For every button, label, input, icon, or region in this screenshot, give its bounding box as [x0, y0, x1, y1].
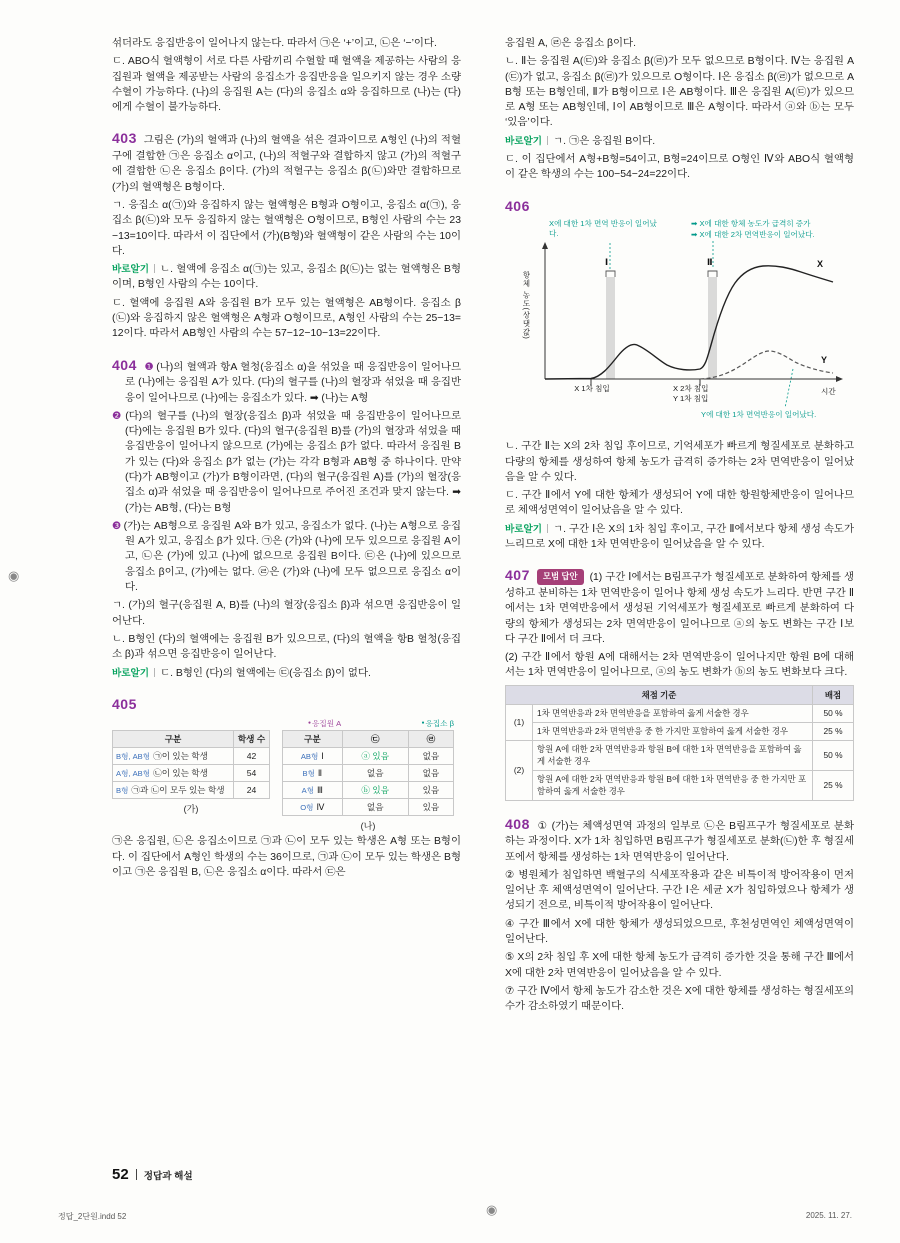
grading-criteria-table — [505, 685, 854, 801]
answer-405 — [112, 694, 461, 880]
answer-406-item-d: ㄷ. 구간 Ⅱ에서 Y에 대한 항체가 생성되어 Y에 대한 항원항체반응이 일어나므로 체액성면역이 일어났음을 알 수 있다. — [505, 490, 854, 517]
spacer — [112, 718, 270, 730]
right-column — [505, 36, 854, 1018]
answer-403-baro — [112, 262, 461, 293]
divider — [154, 264, 155, 273]
answer-405-baro — [505, 134, 854, 149]
tick-x-second-injection: X 2차 침입 — [673, 384, 709, 394]
col-header: 학생 수 — [234, 731, 270, 748]
baro-text: ㄷ. B형인 (다)의 혈액에는 ㉢(응집소 β)이 없다. — [160, 667, 371, 679]
left-column — [112, 36, 461, 1018]
paragraph-continuation: 섞더라도 응집반응이 일어나지 않는다. 따라서 ㉠은 ‘+’이고, ㉡은 ‘−’이다. — [112, 38, 437, 49]
answer-404-step1 — [112, 355, 461, 406]
table-row: A형, AB형 ㉡이 있는 학생 54 — [113, 765, 270, 782]
model-answer-text-1: (1) 구간 Ⅰ에서는 B림프구가 형질세포로 분화하여 항체를 생성하고 분비하는 1차 면역반응이 일어나 항체 생성 속도가 느리다. 반면 구간 Ⅱ에서는 1차 면역반응에서 생성된 기억세포가 형질세포로 빠르게 분화하여 다량의 항체가 생성되는 2차 면역반응이 일어나므로 ⓐ의 농도 변화는 구간 Ⅰ보다 구간 Ⅱ에서 더 크다. — [505, 572, 854, 645]
step-marker-1: ❶ — [143, 361, 155, 373]
grading-header-criteria: 채점 기준 — [506, 685, 813, 704]
table-row: A형 Ⅲ ⓑ 있음 있음 — [283, 782, 454, 799]
annotation-primary-response-y: Y에 대한 1차 면역반응이 일어났다. — [701, 410, 817, 420]
answer-408 — [505, 814, 854, 1015]
answer-406-item-n: ㄴ. 구간 Ⅱ는 X의 2차 침입 후이므로, 기억세포가 빠르게 형질세포로 분화하고 다량의 항체를 생성하여 항체 농도가 급격히 증가하는 2차 면역반응이 일어났음을 알 수 있다. — [505, 441, 854, 483]
answer-405-explanation: ㉠은 응집원, ㉡은 응집소이므로 ㉠과 ㉡이 모두 있는 학생은 A형 또는 B형이다. 이 집단에서 A형인 학생의 수는 36이므로, ㉠과 ㉡이 모두 있는 학생은 B형이고 ㉠은 응집원 B, ㉡은 응집소 α이다. 따라서 ㉢은 — [112, 836, 461, 879]
table-caption-ga: (가) — [183, 804, 199, 815]
answer-number-408: 408 — [505, 815, 530, 832]
series-y-label: Y — [821, 355, 828, 366]
agglutinin-beta-annotation: ● 응집소 β — [421, 718, 454, 729]
answer-405-tables — [112, 718, 461, 832]
table-ga-wrap — [112, 718, 270, 815]
baro-text: ㄱ. 구간 Ⅰ은 X의 1차 침입 후이고, 구간 Ⅱ에서보다 항체 생성 속도가 느리므로 X에 대한 1차 면역반응이 일어났음을 알 수 있다. — [505, 523, 854, 551]
answer-404-item-g: ㄱ. (가)의 혈구(응집원 A, B)를 (나)의 혈장(응집소 β)과 섞으면 응집반응이 일어난다. — [112, 600, 461, 627]
answer-407 — [505, 565, 854, 800]
registration-mark-left: ◉ — [8, 568, 20, 583]
baro-text: ㄱ. ㉠은 응집원 B이다. — [553, 135, 656, 147]
table-ga — [112, 730, 270, 799]
print-file-info: 정답_2단원.indd 52 — [58, 1212, 127, 1221]
series-x-label: X — [817, 259, 824, 270]
baro-text: ㄴ. 혈액에 응집소 α(㉠)는 있고, 응집소 β(㉡)는 없는 혈액형은 B형이며, B형인 사람의 수는 10이다. — [112, 264, 461, 291]
page-number: 52 — [112, 1166, 129, 1183]
table-row: (2) 항원 A에 대한 2차 면역반응과 항원 B에 대한 1차 면역반응을 포함하여 옳게 서술한 경우 50 % — [506, 740, 854, 770]
y-axis-label: 항체 농도(상댓값) — [522, 271, 531, 341]
page-content — [112, 36, 854, 1018]
answer-408-item-4: ④ 구간 Ⅲ에서 X에 대한 항체가 생성되었으므로, 후천성면역인 체액성면역이 일어난다. — [505, 918, 854, 946]
series-y-curve — [700, 351, 833, 379]
interval-II-label: Ⅱ — [707, 257, 713, 268]
bloodtype-annotation: B형, AB형 — [116, 752, 151, 762]
table-na-wrap — [282, 718, 454, 832]
tick-x-first-injection: X 1차 침입 — [574, 384, 610, 394]
paragraph-continuation: 응집원 A, ㉣은 응집소 β이다. — [505, 38, 636, 49]
page-footer — [112, 1166, 193, 1183]
answer-404-item-n: ㄴ. B형인 (다)의 혈액에는 응집원 B가 있으므로, (다)의 혈액을 항B 혈청(응집소 β)과 섞으면 응집반응이 일어난다. — [112, 633, 461, 661]
answer-number-406: 406 — [505, 197, 530, 214]
step-marker-3: ❸ — [112, 520, 122, 532]
divider — [154, 668, 155, 677]
col-header: 구분 — [113, 731, 234, 748]
table-row: O형 Ⅳ 없음 있음 — [283, 799, 454, 816]
step-3-text: (가)는 AB형으로 응집원 A와 B가 있고, 응집소가 없다. (나)는 A형으로 응집원 A가 있고, 응집소 β가 있다. ㉠은 (가)와 (나)에 모두 있으므로 응집원 A이고, ㉡은 (가)에 있고 (나)에 없으므로 응집원 B이다. ㉢은 (나)에 있으므로 응집소 β이고, (가)에는 없다. ㉣은 (가)와 (나)에 모두 없으므로 응집소 α이다. — [123, 520, 461, 594]
table-na-annotations — [282, 718, 454, 730]
table-na — [282, 730, 454, 816]
answer-number-407: 407 — [505, 567, 530, 584]
answer-403-body — [112, 128, 461, 194]
tick-y-first-injection: Y 1차 침입 — [673, 394, 709, 404]
table-row: B형 Ⅱ 없음 없음 — [283, 765, 454, 782]
divider — [547, 524, 548, 533]
series-x-curve — [545, 266, 833, 379]
answer-403-baro-d: ㄷ. 혈액에 응집원 A와 응집원 B가 모두 있는 혈액형은 AB형이다. 응집소 β(㉡)와 응집하지 않은 혈액형은 A형과 O형이므로, A형인 사람의 수는 25−13=12이다. 따라서 AB형인 사람의 수는 57−12−10−13=22이다. — [112, 297, 461, 340]
bloodtype-annotation: A형, AB형 — [116, 769, 151, 779]
registration-mark-bottom: ◉ — [486, 1202, 498, 1217]
immune-response-figure — [505, 219, 850, 433]
annotation-secondary-response-x: ➡ X에 대한 2차 면역반응이 일어났다. — [691, 230, 815, 240]
answer-404 — [112, 355, 461, 681]
answer-408-item-5: ⑤ X의 2차 침입 후 X에 대한 항체 농도가 급격히 증가한 것을 통해 구간 Ⅲ에서 X에 대한 2차 면역반응이 일어났음을 알 수 있다. — [505, 952, 854, 979]
answer-404-baro — [112, 666, 461, 681]
divider — [547, 136, 548, 145]
answer-404-step2 — [112, 409, 461, 516]
col-header: ㉢ — [342, 731, 408, 748]
step-1-text: (나)의 혈액과 항A 혈청(응집소 α)을 섞었을 때 응집반응이 일어나므로 (나)에는 응집원 A가 있다. (다)의 혈구를 (나)의 혈장과 섞었을 때 응집반응이 일어나므로 (나)에는 응집소가 있다. ➡ (나)는 A형 — [125, 361, 461, 404]
print-info-bar — [0, 1211, 900, 1222]
answer-405-item-n: ㄴ. Ⅱ는 응집원 A(㉢)와 응집소 β(㉣)가 모두 없으므로 B형이다. Ⅳ는 응집원 A(㉢)가 없고, 응집소 β(㉣)가 있으므로 O형이다. Ⅰ은 응집소 β(㉣)가 없으므로 AB형 또는 B형인데, Ⅱ가 B형이므로 Ⅰ은 AB형이다. Ⅲ은 응집원 A(㉢)가 있으므로 A형 또는 AB형인데, Ⅰ이 AB형이므로 Ⅲ은 A형이다. 따라서 ⓐ와 ⓑ는 모두 ‘있음’이다. — [505, 56, 854, 129]
print-date: 2025. 11. 27. — [805, 1211, 852, 1220]
answer-404-step3 — [112, 519, 461, 595]
answer-408-item-2: ② 병원체가 침입하면 백혈구의 식세포작용과 같은 비특이적 방어작용이 먼저 일어난 후 체액성면역이 일어난다. 구간 Ⅰ은 세균 X가 침입하였으나 항체가 생성되기 전으로, 비특이적 방어작용이 일어난다. — [505, 869, 854, 912]
divider — [136, 1169, 137, 1180]
table-row: AB형 Ⅰ ⓐ 있음 없음 — [283, 748, 454, 765]
answer-number-404: 404 — [112, 356, 137, 373]
model-answer-badge: 모범 답안 — [537, 569, 584, 584]
baroalgi-badge: 바로알기 — [505, 135, 543, 147]
grading-header-points: 배점 — [813, 685, 854, 704]
agglutinogen-a-annotation: ● 응집원 A — [308, 718, 341, 729]
table-row: B형, AB형 ㉠이 있는 학생 42 — [113, 748, 270, 765]
answer-403-item-g: ㄱ. 응집소 α(㉠)와 응집하지 않는 혈액형은 B형과 O형이고, 응집소 α(㉠), 응집소 β(㉡)와 모두 응집하지 않는 혈액형은 O형이므로, B형인 사람의 수는 23−13=10이다. 따라서 이 집단에서 (가)(B형)와 혈액형이 같은 사람의 수는 10이다. — [112, 199, 461, 257]
answer-number-403: 403 — [112, 130, 137, 147]
paragraph-answer-d: ㄷ. ABO식 혈액형이 서로 다른 사람끼리 수혈할 때 혈액을 제공하는 사람의 응집원과 혈액을 제공받는 사람의 응집소가 응집반응을 일으키지 않는 경우 소량 수혈이 가능하다. (나)의 응집원 A는 (다)의 응집소 α와 응집하므로 (나)는 (다)에게 수혈이 불가능하다. — [112, 56, 461, 114]
annotation-rapid-increase: ➡ X에 대한 항체 농도가 급격히 증가 — [691, 219, 811, 229]
table-row: (1) 1차 면역반응과 2차 면역반응을 포함하여 옳게 서술한 경우 50 % — [506, 704, 854, 722]
answer-406 — [505, 196, 854, 553]
annotation-primary-response-x: X에 대한 1차 면역 반응이 일어났다. — [549, 219, 657, 238]
table-row: 항원 A에 대한 2차 면역반응과 항원 B에 대한 1차 면역반응 중 한 가지만 포함하여 옳게 서술한 경우 25 % — [506, 770, 854, 800]
interval-I-label: Ⅰ — [605, 257, 609, 268]
answer-408-item-7: ⑦ 구간 Ⅳ에서 항체 농도가 감소한 것은 X에 대한 항체를 생성하는 형질세포의 수가 감소하였기 때문이다. — [505, 985, 854, 1013]
interval-I-bar — [606, 277, 615, 379]
answer-407-part2: (2) 구간 Ⅱ에서 항원 A에 대해서는 2차 면역반응이 일어나지만 항원 B에 대해서는 1차 면역반응이 일어나므로, ⓐ의 농도 변화가 ⓑ의 농도 변화보다 크다. — [505, 652, 854, 679]
answer-number-405: 405 — [112, 695, 137, 712]
answer-405-header — [112, 694, 461, 715]
answer-408-item-1: 408 ① (가)는 체액성면역 과정의 일부로 ㉡은 B림프구가 형질세포로 분화하는 과정이다. X가 1차 침입하면 B림프구가 형질세포로 분화(㉡)한 후 형질세포에서 항체를 생성하는 1차 면역반응이 일어난다. — [505, 815, 854, 863]
answer-406-baro — [505, 522, 854, 553]
answer-403 — [112, 128, 461, 341]
baroalgi-badge: 바로알기 — [112, 264, 150, 276]
baroalgi-badge: 바로알기 — [112, 667, 150, 679]
answer-407-part1 — [505, 565, 854, 647]
col-header: 구분 — [283, 731, 343, 748]
answer-403-text: 그림은 (가)의 혈액과 (나)의 혈액을 섞은 결과이므로 A형인 (나)의 적혈구에 결합한 ㉠은 응집소 α이고, (나)의 적혈구와 결합하지 않고 (가)의 적혈구에 결합한 ㉡은 응집소 β이다. (가)의 적혈구는 응집소 β(㉡)와만 결합하므로 (가)의 혈액형은 B형이다. — [112, 135, 461, 193]
table-row: B형 ㉠과 ㉡이 모두 있는 학생 24 — [113, 782, 270, 799]
answer-406-header — [505, 196, 854, 217]
col-header: ㉣ — [408, 731, 453, 748]
answer-405-item-d: ㄷ. 이 집단에서 A형+B형=54이고, B형=24이므로 O형인 Ⅳ와 ABO식 혈액형이 같은 학생의 수는 100−54−24=22이다. — [505, 154, 854, 181]
bloodtype-annotation: B형 — [116, 786, 129, 796]
footer-label: 정답과 해설 — [143, 1170, 193, 1182]
table-row: 1차 면역반응과 2차 면역반응 중 한 가지만 포함하여 옳게 서술한 경우 25 % — [506, 722, 854, 740]
step-marker-2: ❷ — [112, 410, 124, 422]
baroalgi-badge: 바로알기 — [505, 523, 543, 535]
step-2-text: (다)의 혈구를 (나)의 혈장(응집소 β)과 섞었을 때 응집반응이 일어나므로 (다)에는 응집원 B가 있다. (다)의 혈구(응집원 B)를 (가)의 혈장과 섞었을 때 응집반응이 일어나지 않으므로 (가)에는 응집소 β가 없다. 따라서 응집원 B가 있는 (다)와 응집소 β가 없는 (가)는 각각 B형과 AB형 중 하나이다. 만약 (다)가 AB형이고 (가)가 B형이라면, (다)의 혈구(응집원 A)를 (가)의 혈장(응집소 α)과 섞었을 때 응집반응이 일어나므로 주어진 조건과 맞지 않는다. ➡ (가)는 AB형, (다)는 B형 — [125, 410, 461, 514]
x-axis-label: 시간 — [821, 387, 836, 397]
table-caption-na: (나) — [360, 821, 376, 832]
